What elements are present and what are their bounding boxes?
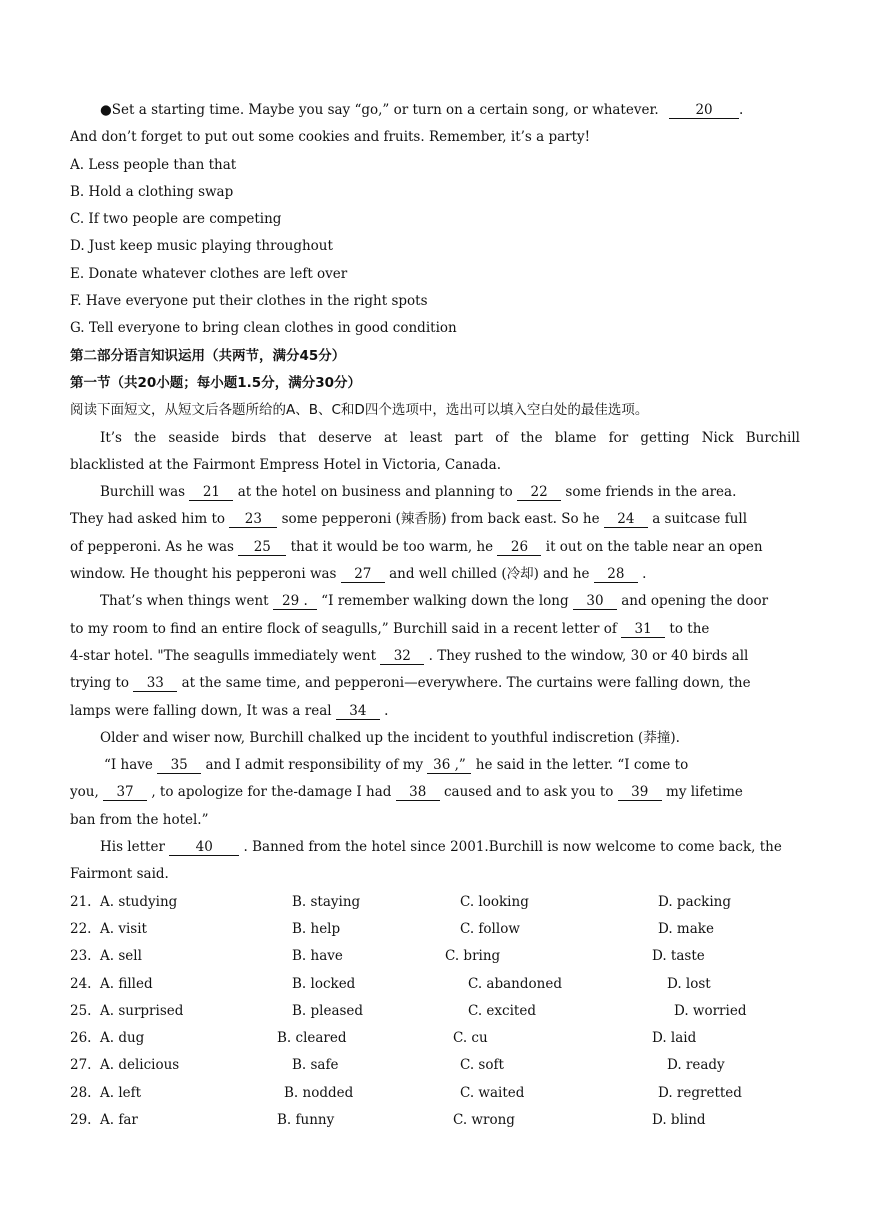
text: lamps were falling down, It was a real bbox=[70, 702, 332, 719]
question-29 bbox=[70, 1107, 800, 1134]
blank-37: 37 bbox=[103, 785, 147, 801]
text: , to apologize for the-damage I had bbox=[151, 784, 392, 801]
blank-39: 39 bbox=[618, 785, 662, 801]
q-option-b: B. pleased bbox=[292, 1002, 364, 1019]
q-option-c: C. looking bbox=[460, 893, 529, 910]
blank-29: 29 . bbox=[273, 594, 317, 610]
q-option-d: D. laid bbox=[652, 1030, 697, 1047]
q-option-c: C. excited bbox=[468, 1002, 536, 1019]
q-option-a: A. sell bbox=[100, 948, 142, 965]
blank-35: 35 bbox=[157, 758, 201, 774]
question-24 bbox=[70, 971, 800, 998]
p6-line-2: Fairmont said. bbox=[70, 866, 169, 883]
text: at the hotel on business and planning to bbox=[237, 484, 513, 501]
p6-line-1 bbox=[70, 834, 800, 861]
text: . Banned from the hotel since 2001.Burchill is now welcome to come back, the bbox=[243, 839, 782, 856]
question-28 bbox=[70, 1080, 800, 1107]
question-26 bbox=[70, 1025, 800, 1052]
q-option-b: B. help bbox=[292, 920, 341, 937]
blank-26: 26 bbox=[497, 540, 541, 556]
q-option-c: C. bring bbox=[445, 948, 501, 965]
question-23 bbox=[70, 943, 800, 970]
q-number: 21. bbox=[70, 893, 92, 910]
q-number: 23. bbox=[70, 948, 92, 965]
text: you, bbox=[70, 784, 99, 801]
text: to my room to find an entire flock of seagulls,” Burchill said in a recent letter of bbox=[70, 620, 617, 637]
p1-text-1: It’s the seaside birds that deserve at least part of the blame for getting Nick Burchill bbox=[100, 429, 800, 446]
q-option-c: C. cu bbox=[453, 1030, 488, 1047]
p5-line-2 bbox=[70, 779, 800, 806]
part2-title: 第二部分语言知识运用（共两节，满分45分） bbox=[70, 347, 346, 364]
q-number: 27. bbox=[70, 1057, 92, 1074]
q-number: 25. bbox=[70, 1002, 92, 1019]
question-25 bbox=[70, 998, 800, 1025]
p3-line-1 bbox=[70, 588, 800, 615]
q-option-d: D. packing bbox=[658, 893, 732, 910]
text: and opening the door bbox=[621, 593, 769, 610]
blank-31: 31 bbox=[621, 622, 665, 638]
intro-period: . bbox=[739, 102, 744, 118]
blank-34: 34 bbox=[336, 704, 380, 720]
text: They had asked him to bbox=[70, 511, 226, 528]
question-22 bbox=[70, 916, 800, 943]
q-option-a: A. filled bbox=[100, 975, 153, 992]
text: That’s when things went bbox=[100, 593, 269, 610]
p4-line-1: Older and wiser now, Burchill chalked up the incident to youthful indiscretion (莽撞). bbox=[100, 729, 680, 746]
q-option-b: B. cleared bbox=[277, 1030, 347, 1047]
blank-30: 30 bbox=[573, 594, 617, 610]
blank-40: 40 bbox=[169, 840, 239, 856]
q-option-d: D. worried bbox=[674, 1002, 747, 1019]
question-21 bbox=[70, 889, 800, 916]
p2-line-4 bbox=[70, 561, 800, 588]
blank-28: 28 bbox=[594, 567, 638, 583]
p3-line-5 bbox=[70, 698, 800, 725]
q-number: 28. bbox=[70, 1084, 92, 1101]
text: my lifetime bbox=[666, 784, 743, 801]
section1-title: 第一节（共20小题；每小题1.5分，满分30分） bbox=[70, 374, 361, 391]
q-option-b: B. nodded bbox=[284, 1084, 354, 1101]
q-option-d: D. lost bbox=[667, 975, 711, 992]
option-f: F. Have everyone put their clothes in the right spots bbox=[70, 293, 428, 310]
q-number: 22. bbox=[70, 920, 92, 937]
q-option-a: A. surprised bbox=[100, 1002, 184, 1019]
q-option-d: D. taste bbox=[652, 948, 705, 965]
exam-page bbox=[70, 97, 800, 1134]
blank-20: 20 bbox=[669, 103, 739, 119]
p2-line-2 bbox=[70, 506, 800, 533]
blank-27: 27 bbox=[341, 567, 385, 583]
option-g: G. Tell everyone to bring clean clothes in good condition bbox=[70, 320, 457, 337]
intro-line-1 bbox=[70, 97, 800, 124]
blank-24: 24 bbox=[604, 512, 648, 528]
p3-line-3 bbox=[70, 643, 800, 670]
text: . bbox=[384, 702, 389, 719]
p2-line-3 bbox=[70, 534, 800, 561]
option-c: C. If two people are competing bbox=[70, 211, 282, 228]
q-option-d: D. make bbox=[658, 920, 714, 937]
q-option-c: C. soft bbox=[460, 1057, 504, 1074]
p5-line-3: ban from the hotel.” bbox=[70, 811, 209, 828]
instructions: 阅读下面短文，从短文后各题所给的A、B、C和D四个选项中，选出可以填入空白处的最佳选项。 bbox=[70, 402, 649, 419]
text: and I admit responsibility of my bbox=[205, 757, 424, 774]
p5-line-1 bbox=[70, 752, 800, 779]
q-option-c: C. follow bbox=[460, 920, 520, 937]
text: window. He thought his pepperoni was bbox=[70, 566, 337, 583]
q-option-a: A. dug bbox=[100, 1030, 145, 1047]
q-option-d: D. ready bbox=[667, 1057, 725, 1074]
q-number: 26. bbox=[70, 1030, 92, 1047]
text: at the same time, and pepperoni—everywhere. The curtains were falling down, the bbox=[181, 675, 751, 692]
q-option-a: A. left bbox=[100, 1084, 142, 1101]
text: and well chilled (冷却) and he bbox=[389, 566, 590, 583]
text: he said in the letter. “I come to bbox=[475, 757, 689, 774]
text: a suitcase full bbox=[652, 511, 748, 528]
p1-line-1 bbox=[70, 425, 800, 452]
q-option-b: B. locked bbox=[292, 975, 356, 992]
q-option-d: D. regretted bbox=[658, 1084, 742, 1101]
q-number: 29. bbox=[70, 1111, 92, 1128]
blank-36: 36 ,” bbox=[427, 758, 471, 774]
text: “I remember walking down the long bbox=[321, 593, 569, 610]
text: Burchill was bbox=[100, 484, 186, 501]
q-option-c: C. waited bbox=[460, 1084, 525, 1101]
text: trying to bbox=[70, 675, 130, 692]
q-option-c: C. wrong bbox=[453, 1111, 515, 1128]
blank-33: 33 bbox=[133, 676, 177, 692]
text: . bbox=[642, 566, 647, 583]
text: . They rushed to the window, 30 or 40 birds all bbox=[428, 647, 749, 664]
text: some pepperoni (辣香肠) from back east. So he bbox=[281, 511, 600, 528]
blank-23: 23 bbox=[229, 512, 277, 528]
q-option-b: B. staying bbox=[292, 893, 361, 910]
p1-line-2: blacklisted at the Fairmont Empress Hotel in Victoria, Canada. bbox=[70, 456, 501, 473]
option-e: E. Donate whatever clothes are left over bbox=[70, 265, 348, 282]
q-option-a: A. far bbox=[100, 1111, 138, 1128]
q-option-a: A. visit bbox=[100, 920, 147, 937]
q-number: 24. bbox=[70, 975, 92, 992]
intro-line-2: And don’t forget to put out some cookies and fruits. Remember, it’s a party! bbox=[70, 129, 591, 146]
text: “I have bbox=[104, 757, 153, 774]
text: His letter bbox=[100, 839, 165, 856]
text: caused and to ask you to bbox=[444, 784, 614, 801]
question-27 bbox=[70, 1052, 800, 1079]
p3-line-2 bbox=[70, 616, 800, 643]
text: to the bbox=[669, 620, 710, 637]
option-b: B. Hold a clothing swap bbox=[70, 183, 234, 200]
blank-21: 21 bbox=[189, 485, 233, 501]
blank-25: 25 bbox=[238, 540, 286, 556]
q-option-d: D. blind bbox=[652, 1111, 706, 1128]
blank-32: 32 bbox=[380, 649, 424, 665]
text: some friends in the area. bbox=[565, 484, 737, 501]
text: of pepperoni. As he was bbox=[70, 538, 234, 555]
p3-line-4 bbox=[70, 670, 800, 697]
q-option-a: A. studying bbox=[100, 893, 178, 910]
q-option-b: B. funny bbox=[277, 1111, 335, 1128]
q-option-a: A. delicious bbox=[100, 1057, 180, 1074]
intro-text: ●Set a starting time. Maybe you say “go,” or turn on a certain song, or whatever. bbox=[100, 102, 659, 118]
option-a: A. Less people than that bbox=[70, 156, 237, 173]
blank-38: 38 bbox=[396, 785, 440, 801]
p2-line-1 bbox=[70, 479, 800, 506]
q-option-c: C. abandoned bbox=[468, 975, 562, 992]
option-d: D. Just keep music playing throughout bbox=[70, 238, 333, 255]
text: it out on the table near an open bbox=[545, 538, 763, 555]
q-option-b: B. safe bbox=[292, 1057, 339, 1074]
blank-22: 22 bbox=[517, 485, 561, 501]
q-option-b: B. have bbox=[292, 948, 343, 965]
text: that it would be too warm, he bbox=[290, 538, 494, 555]
text: 4-star hotel. "The seagulls immediately went bbox=[70, 647, 377, 664]
